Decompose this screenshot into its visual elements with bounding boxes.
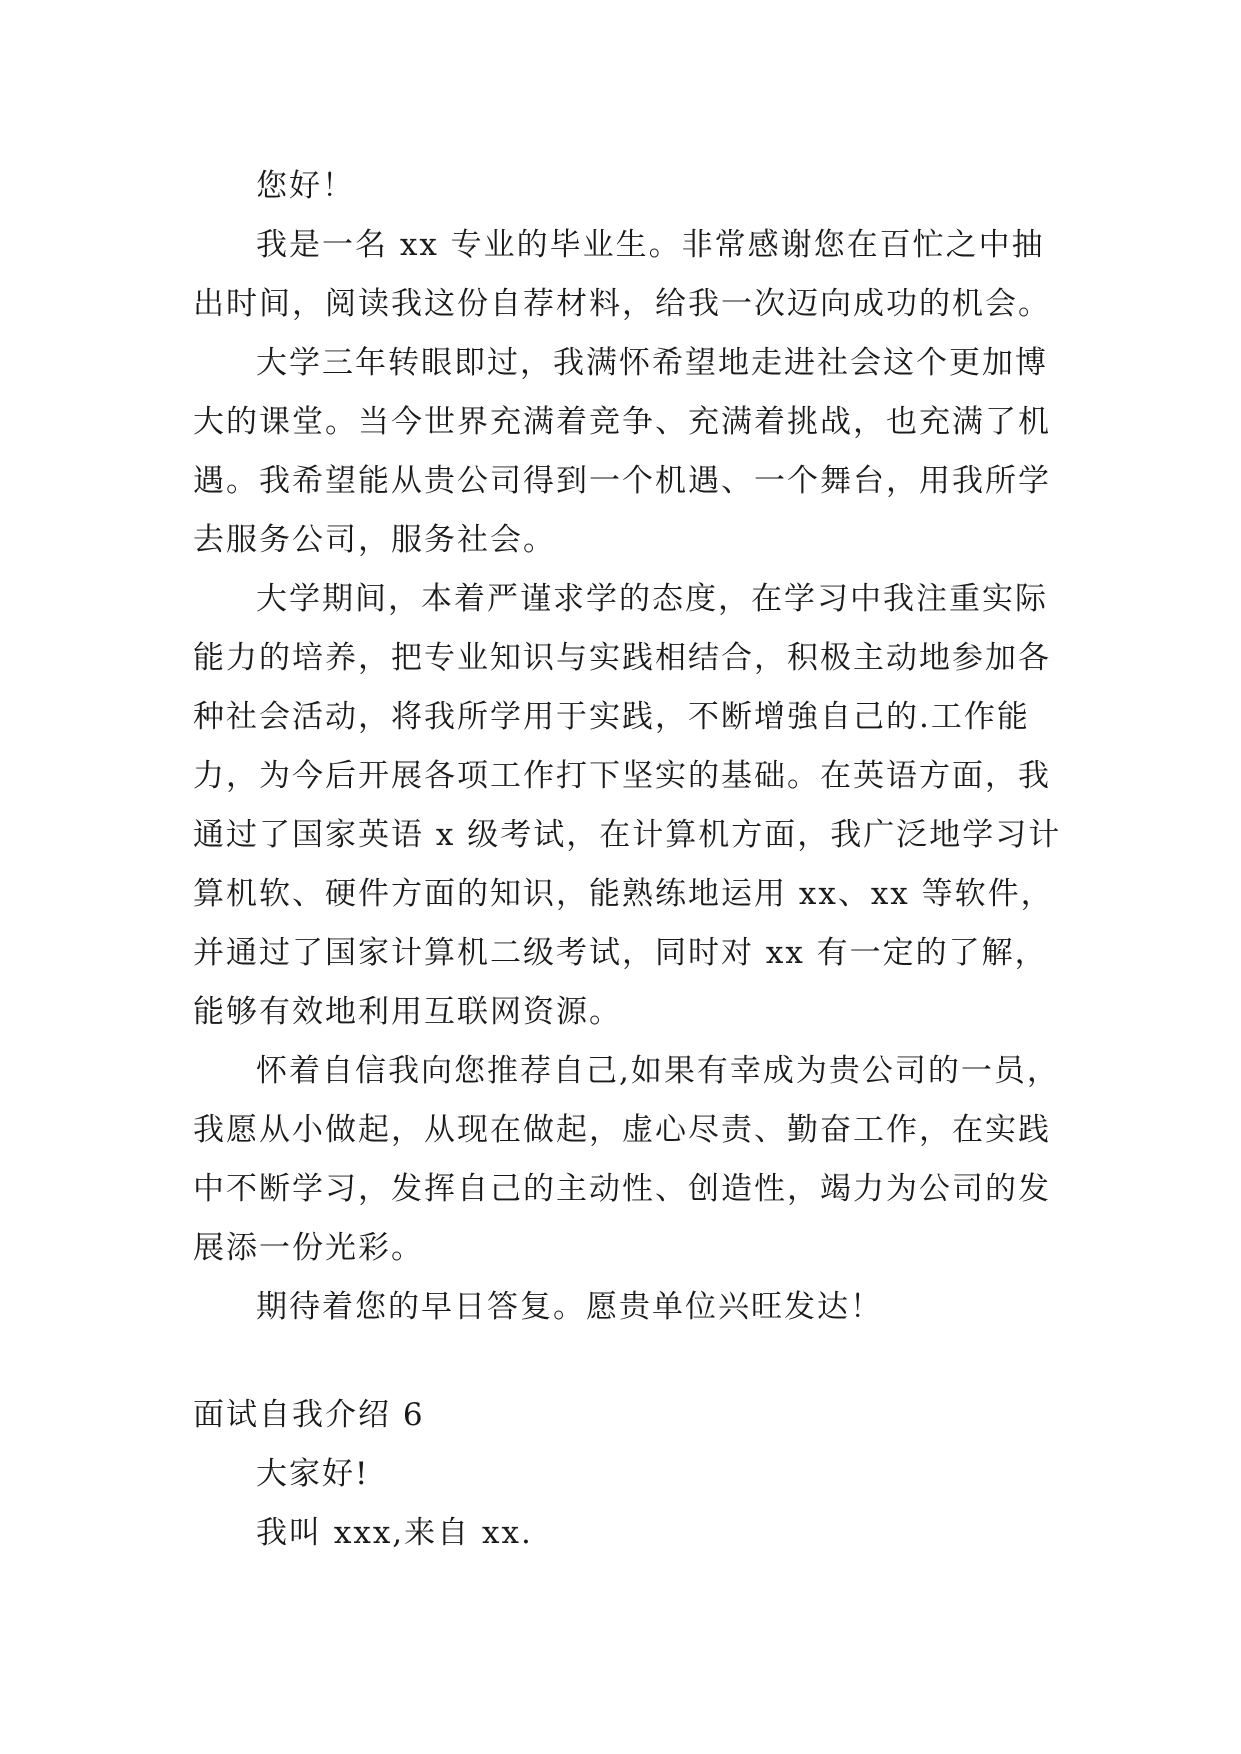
paragraph-line: 大的课堂。当今世界充满着竞争、充满着挑战，也充满了机 xyxy=(193,404,1051,440)
paragraph-line: 能力的培养，把专业知识与实践相结合，积极主动地参加各 xyxy=(193,640,1051,676)
paragraph-line: 种社会活动，将我所学用于实践，不断增強自己的.工作能 xyxy=(193,699,1030,735)
paragraph-line: 我是一名 xx 专业的毕业生。非常感谢您在百忙之中抽 xyxy=(256,227,1045,263)
paragraph-line: 算机软、硬件方面的知识，能熟练地运用 xx、xx 等软件， xyxy=(193,876,1054,912)
paragraph-line: 去服务公司，服务社会。 xyxy=(193,522,556,558)
closing-line: 期待着您的早日答复。愿贵单位兴旺发达！ xyxy=(256,1289,883,1325)
paragraph-line: 怀着自信我向您推荐自己,如果有幸成为贵公司的一员， xyxy=(256,1053,1060,1089)
paragraph-line: 出时间，阅读我这份自荐材料，给我一次迈向成功的机会。 xyxy=(193,286,1051,322)
paragraph-line: 大学期间，本着严谨求学的态度，在学习中我注重实际 xyxy=(256,581,1048,617)
paragraph-line: 我愿从小做起，从现在做起，虚心尽责、勤奋工作，在实践 xyxy=(193,1112,1051,1148)
paragraph-line: 大学三年转眼即过，我满怀希望地走进社会这个更加博 xyxy=(256,345,1048,381)
paragraph-line: 中不断学习，发挥自己的主动性、创造性，竭力为公司的发 xyxy=(193,1171,1051,1207)
greeting-line: 您好！ xyxy=(256,168,355,204)
paragraph-line: 展添一份光彩。 xyxy=(193,1230,424,1266)
paragraph-line: 我叫 xxx,来自 xx. xyxy=(256,1515,533,1551)
paragraph-line: 遇。我希望能从贵公司得到一个机遇、一个舞台，用我所学 xyxy=(193,463,1051,499)
paragraph-line: 通过了国家英语 x 级考试，在计算机方面，我广泛地学习计 xyxy=(193,817,1062,853)
greeting-line: 大家好! xyxy=(256,1456,370,1492)
section-heading: 面试自我介绍 6 xyxy=(193,1397,425,1433)
paragraph-line: 并通过了国家计算机二级考试，同时对 xx 有一定的了解， xyxy=(193,935,1048,971)
paragraph-line: 力，为今后开展各项工作打下坚实的基础。在英语方面，我 xyxy=(193,758,1051,794)
paragraph-line: 能够有效地利用互联网资源。 xyxy=(193,994,622,1030)
